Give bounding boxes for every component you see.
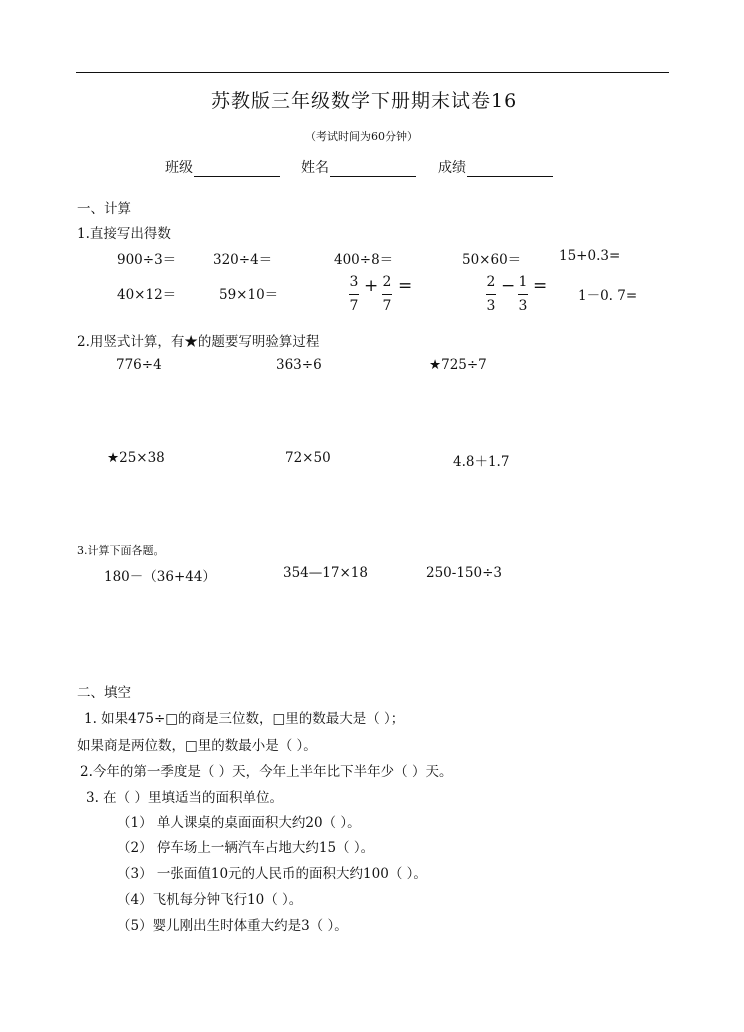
fill-line: （5）婴儿刚出生时体重大约是3（ ）。: [117, 918, 348, 934]
fraction-bar: [486, 294, 496, 295]
numerator: 3: [349, 274, 359, 290]
fill-line: （2） 停车场上一辆汽车占地大约15（ ）。: [117, 840, 375, 856]
score-label: 成绩: [438, 160, 466, 176]
q2-item-starred: ★25×38: [107, 450, 165, 466]
exam-duration: （考试时间为60分钟）: [305, 130, 418, 143]
fraction-bar: [349, 294, 359, 295]
plus-sign: +: [364, 276, 379, 296]
q1-item: 40×12＝: [117, 287, 177, 303]
minus-sign: −: [501, 276, 516, 296]
section2-heading: 二、填空: [77, 685, 131, 701]
q1-item: 59×10＝: [219, 287, 279, 303]
denominator: 3: [518, 298, 528, 314]
class-label: 班级: [165, 160, 193, 176]
fill-line: 1. 如果475÷□的商是三位数，□里的数最大是（ ）；: [84, 711, 405, 727]
name-blank[interactable]: [330, 162, 416, 177]
class-blank[interactable]: [194, 162, 280, 177]
fill-line: 3. 在（ ）里填适当的面积单位。: [86, 790, 283, 806]
denominator: 7: [349, 298, 359, 314]
q3-item: 354—17×18: [283, 565, 368, 581]
score-blank[interactable]: [467, 162, 553, 177]
equals-sign: =: [533, 276, 548, 296]
denominator: 7: [382, 298, 392, 314]
top-rule: [76, 72, 669, 73]
q3-title: 3.计算下面各题。: [77, 544, 165, 557]
numerator: 2: [382, 274, 392, 290]
page-title: 苏教版三年级数学下册期末试卷16: [211, 90, 518, 112]
fraction-bar: [518, 294, 528, 295]
q1-title: 1.直接写出得数: [77, 226, 171, 242]
fill-line: 2.今年的第一季度是（ ）天，今年上半年比下半年少（ ）天。: [80, 764, 453, 780]
fill-line: （1） 单人课桌的桌面面积大约20（ ）。: [117, 815, 361, 831]
numerator: 2: [486, 274, 496, 290]
q1-item: 400÷8＝: [334, 252, 394, 268]
equals-sign: =: [398, 276, 413, 296]
section1-heading: 一、计算: [77, 201, 131, 217]
fill-line: 如果商是两位数，□里的数最小是（ ）。: [77, 738, 317, 754]
name-field[interactable]: [301, 157, 416, 177]
denominator: 3: [486, 298, 496, 314]
numerator: 1: [518, 274, 528, 290]
q1-item: 50×60＝: [462, 252, 522, 268]
fraction-bar: [382, 294, 392, 295]
q1-item: 320÷4＝: [213, 252, 273, 268]
q2-item: 72×50: [285, 450, 331, 466]
fill-line: （4）飞机每分钟飞行10（ ）。: [117, 892, 303, 908]
name-label: 姓名: [301, 160, 329, 176]
q2-item: 363÷6: [276, 357, 322, 373]
q1-item: 900÷3＝: [117, 252, 177, 268]
q2-title: 2.用竖式计算，有★的题要写明验算过程: [77, 334, 320, 350]
score-field[interactable]: [438, 157, 553, 177]
q2-item: 776÷4: [116, 357, 162, 373]
q1-item: 15+0.3=: [559, 248, 621, 264]
q2-item-starred: ★725÷7: [429, 357, 487, 373]
q3-item: 180－（36+44）: [104, 569, 216, 585]
q2-item: 4.8＋1.7: [453, 454, 510, 470]
class-field[interactable]: [165, 157, 280, 177]
q1-item: 1－0. 7=: [578, 288, 638, 304]
q3-item: 250-150÷3: [426, 565, 502, 581]
fill-line: （3） 一张面值10元的人民币的面积大约100（ ）。: [117, 866, 427, 882]
